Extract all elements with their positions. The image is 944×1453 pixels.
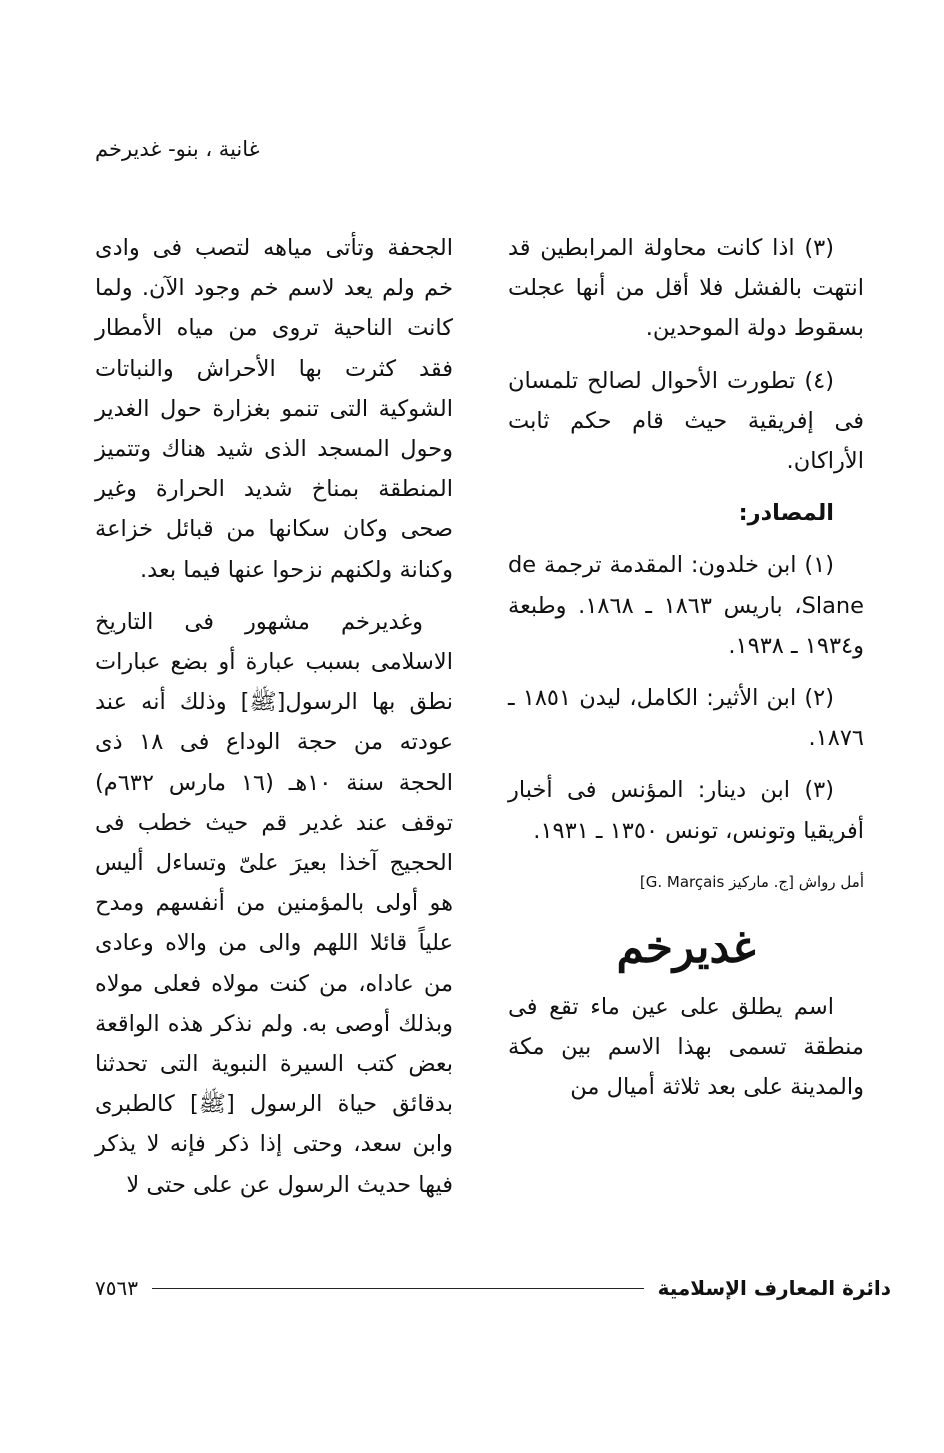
page-footer — [95, 1270, 891, 1306]
sources-heading: المصادر: — [738, 500, 834, 527]
body-paragraph: وغديرخم مشهور فى التاريخ الاسلامى بسبب عبارة أو بضع عبارات نطق بها الرسول[ﷺ] وذلك أنه عند عودته من حجة الوداع فى ١٨ ذى الحجة سنة ١٠هـ (١٦ مارس ٦٣٢م) توقف عند غدير قم حيث خطب فى الحجيج آخذا بعيرَ علىّ وتساءل أليس هو أولى بالمؤمنين من أنفسهم ومدح علياً قائلا اللهم والى من والاه وعادى من عاداه، من كنت مولاه فعلى مولاه وبذلك أوصى به. ولم نذكر هذه الواقعة بعض كتب السيرة النبوية التى تحدثنا بدقائق حياة الرسول [ﷺ] كالطبرى وابن سعد، وحتى إذا ذكر فإنه لا يذكر فيها حديث الرسول عن على حتى لا — [95, 608, 454, 1198]
left-column — [95, 228, 453, 1205]
author-signature: أمل رواش [ج. ماركيز G. Marçais] — [639, 872, 864, 891]
note-paragraph: (٤) تطورت الأحوال لصالح تلمسان فى إفريقية حيث قام حكم ثابت الأراكان. — [508, 367, 864, 475]
source-item: (١) ابن خلدون: المقدمة ترجمة de Slane، باريس ١٨٦٣ ـ ١٨٦٨. وطبعة و١٩٣٤ ـ ١٩٣٨. — [508, 552, 864, 659]
entry-title: غديرخم — [616, 921, 756, 973]
source-item: (٣) ابن دينار: المؤنس فى أخبار أفريقيا وتونس، تونس ١٣٥٠ ـ ١٩٣١. — [508, 777, 864, 844]
footer-publication-title: دائرة المعارف الإسلامية — [657, 1276, 891, 1300]
source-item: (٢) ابن الأثير: الكامل، ليدن ١٨٥١ ـ ١٨٧٦. — [508, 685, 864, 752]
page-number: ٧٥٦٣ — [95, 1276, 138, 1300]
note-paragraph: (٣) اذا كانت محاولة المرابطين قد انتهت بالفشل فلا أقل من أنها عجلت بسقوط دولة الموحدين. — [508, 235, 864, 342]
running-header: غانية ، بنو- غديرخم — [95, 137, 260, 161]
body-paragraph: الجحفة وتأتى مياهه لتصب فى وادى خم ولم يعد لاسم خم وجود الآن. ولما كانت الناحية تروى من مياه الأمطار فقد كثرت بها الأحراش والنباتات الشوكية التى تنمو بغزارة حول الغدير وحول المسجد الذى شيد هناك وتتميز المنطقة بمناخ شديد الحرارة وغير صحى وكان سكانها من قبائل خزاعة وكنانة ولكنهم نزحوا عنها فيما بعد. — [95, 235, 453, 583]
footer-rule — [152, 1288, 644, 1289]
entry-intro: اسم يطلق على عين ماء تقع فى منطقة تسمى بهذا الاسم بين مكة والمدينة على بعد ثلاثة أميال من — [508, 993, 864, 1101]
right-column — [508, 228, 864, 1107]
